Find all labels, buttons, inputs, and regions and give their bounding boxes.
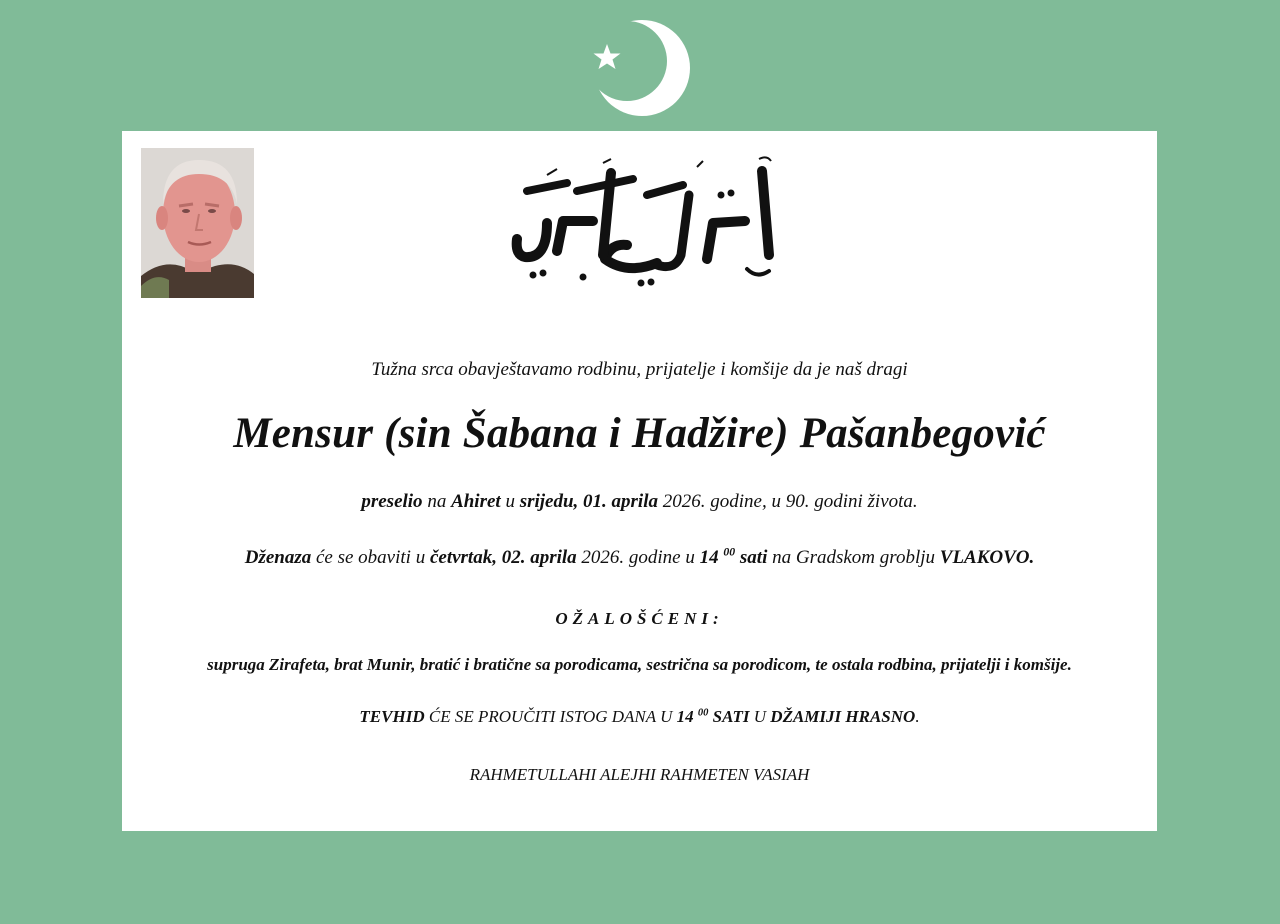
dzenaza-place: VLAKOVO. bbox=[939, 547, 1035, 568]
obituary-card bbox=[122, 131, 1157, 831]
deceased-name: Mensur (sin Šabana i Hadžire) Pašanbegović bbox=[233, 410, 1046, 457]
deceased-photo bbox=[141, 148, 254, 298]
tevhid-announcement bbox=[122, 707, 1157, 727]
funeral-announcement bbox=[122, 547, 1157, 569]
death-rest: 2026. godine, u 90. godini života. bbox=[658, 491, 918, 512]
death-day: srijedu, 01. aprila bbox=[519, 491, 658, 512]
tevhid-place: DŽAMIJI HRASNO bbox=[770, 707, 916, 726]
tevhid-hour: 14 bbox=[676, 707, 694, 726]
closing-prayer: RAHMETULLAHI ALEJHI RAHMETEN VASIAH bbox=[469, 765, 810, 784]
dzenaza-location-text: na Gradskom groblju bbox=[767, 547, 940, 568]
mourners-heading: OŽALOŠĆENI: bbox=[555, 609, 724, 628]
tevhid-end: . bbox=[915, 707, 920, 726]
death-ahiret: Ahiret bbox=[451, 491, 501, 512]
mourners-list: supruga Zirafeta, brat Munir, bratić i bratične sa porodicama, sestrična sa porodicom, te ostala rodbina, prijatelji i komšije. bbox=[207, 655, 1072, 674]
dzenaza-connector: će se obaviti u bbox=[311, 547, 430, 568]
dzenaza-sati: sati bbox=[735, 547, 768, 568]
crescent-and-star-icon bbox=[585, 15, 695, 120]
death-announcement bbox=[122, 491, 1157, 513]
tevhid-minutes: 00 bbox=[697, 707, 709, 719]
dzenaza-day: četvrtak, 02. aprila bbox=[429, 547, 577, 568]
dzenaza-label: Dženaza bbox=[244, 547, 312, 568]
dzenaza-year: 2026. godine u bbox=[576, 547, 700, 568]
tevhid-label: TEVHID bbox=[359, 707, 425, 726]
arabic-calligraphy bbox=[507, 151, 787, 291]
death-connector-2: u bbox=[500, 491, 520, 512]
dzenaza-minutes: 00 bbox=[723, 545, 736, 559]
tevhid-text: ĆE SE PROUČITI ISTOG DANA U bbox=[424, 707, 677, 726]
dzenaza-hour: 14 bbox=[699, 547, 719, 568]
death-connector: na bbox=[422, 491, 452, 512]
tevhid-sati: SATI bbox=[708, 707, 750, 726]
intro-text: Tužna srca obavještavamo rodbinu, prijatelje i komšije da je naš dragi bbox=[371, 359, 908, 380]
tevhid-connector: U bbox=[749, 707, 771, 726]
death-verb: preselio bbox=[361, 491, 423, 512]
